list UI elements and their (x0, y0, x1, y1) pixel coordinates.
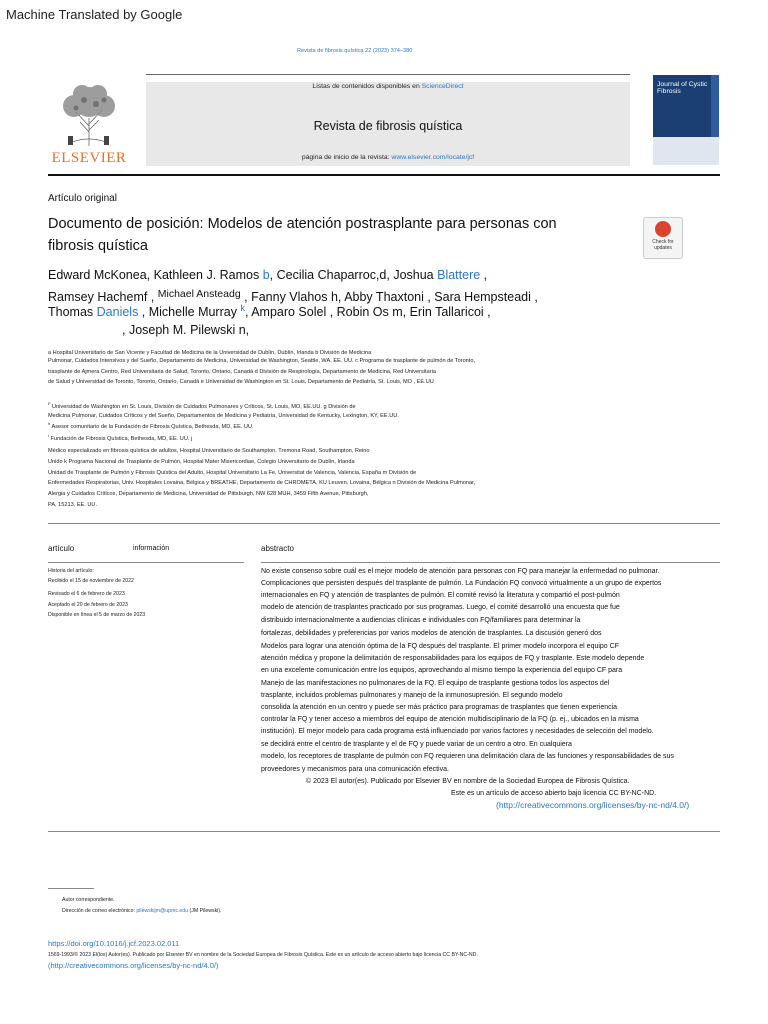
footer-license-link[interactable]: (http://creativecommons.org/licenses/by-nc-nd/4.0/) (48, 961, 219, 970)
abstract-line: distribuido internacionalmente a audiencias clínicas e individuales con FQ/familiares para determinar la (261, 617, 581, 624)
abstract-line: Manejo de las manifestaciones no pulmonares de la FQ. El equipo de trasplante gestiona todos los aspectos del (261, 680, 610, 687)
sciencedirect-link[interactable]: ScienceDirect (421, 83, 464, 90)
journal-cover-image (653, 75, 719, 165)
license-link[interactable]: (http://creativecommons.org/licenses/by-nc-nd/4.0/) (496, 800, 690, 810)
article-type: Artículo original (48, 193, 117, 204)
history-title: Historia del artículo: (48, 568, 94, 574)
machine-translated-banner: Machine Translated by Google (6, 7, 183, 22)
abstract-line: trasplante, incluidos problemas pulmonares y manejo de la inmunosupresión. El segundo modelo (261, 692, 563, 699)
affiliation-line: Pulmonar, Cuidados Intensivos y del Sueño, Departamento de Medicina, Universidad de Washington, Seattle, WA, EE. UU. c Programa de trasplante de pulmón de Toronto, (48, 358, 476, 364)
header-rule (146, 74, 630, 75)
abstract-line: modelo de atención de trasplantes practicado por sus programas. Luego, el comité desarrolló una encuesta que fue (261, 604, 620, 611)
affiliation-mark: F (48, 401, 51, 406)
affiliation-line: de Salud y Universidad de Toronto, Toronto, Ontario, Canadá e Universidad de Washington en St. Louis, Departamento de Pediatría, St. Louis, MO , EE.UU (48, 379, 434, 385)
affiliation-line: PA, 15213, EE. UU. (48, 502, 98, 508)
abstract-line: No existe consenso sobre cuál es el mejor modelo de atención para personas con FQ para manejar la enfermedad no pulmonar. (261, 568, 660, 575)
elsevier-tree-icon (54, 82, 124, 148)
article-info-heading-b: información (133, 545, 170, 552)
affiliation-text: Universidad de Washington en St. Louis, División de Cuidados Pulmonares y Críticos, St. Louis, MO, EE.UU. g División de (52, 403, 356, 410)
author-line-3-end: , (483, 305, 491, 319)
author-thomas: Thomas (48, 305, 97, 319)
author-hachem: Ramsey Hachemf (48, 290, 148, 304)
issn-line: 1569-1993/© 2023 El(los) Autor(es). Publicado por Elsevier BV en nombre de la Sociedad Europea de Fibrosis Quística. Este es un artículo de acceso abierto bajo licencia CC BY-NC-ND. (48, 952, 478, 958)
email-prefix: Dirección de correo electrónico: (62, 908, 137, 914)
author-line-4: , Joseph M. Pilewski n, (122, 323, 250, 337)
abstract-line: internacionales en FQ y atención de trasplantes de pulmón. El comité revisó la literatura y compartió el post-pulmón (261, 592, 620, 599)
affiliation-line: Médico especializado en fibrosis quística de adultos, Hospital Universitario de Southampton, Tremona Road, Southampton, Reino (48, 448, 370, 454)
cover-side-strip (711, 75, 719, 137)
abstract-line: en una excelente comunicación entre los equipos, aprovechando al mismo tiempo la experiencia del equipo CF para (261, 667, 623, 674)
affiliation-line: Unidad de Trasplante de Pulmón y Fibrosis Quística del Adulto, Hospital Universitario La Fe, Universitat de Valencia, Valencia, España m División de (48, 470, 417, 476)
article-title-line1: Documento de posición: Modelos de atención postrasplante para personas con (48, 216, 557, 232)
abstract-bottom-rule (48, 831, 720, 832)
author-line-1 (48, 268, 487, 282)
affiliation-line: Medicina Pulmonar, Cuidados Críticos y del Sueño, Departamentos de Medicina y Pediatría, Universidad de Kentucky, Lexington, KY, EE.UU. (48, 413, 399, 419)
cover-footer-band (653, 137, 719, 165)
author-line-3 (48, 305, 491, 319)
author-murray: , Michelle Murray (138, 305, 241, 319)
history-online: Disponible en línea el 5 de marzo de 2023 (48, 612, 146, 618)
author-daniels-link[interactable]: Daniels (96, 305, 139, 319)
abstract-line: Modelos para lograr una atención óptima de la FQ después del trasplante. El primer modelo incorpora el equipo CF (261, 643, 619, 650)
article-info-heading-a: artículo (48, 544, 75, 553)
author-line-2 (48, 290, 538, 304)
author-blatter-link[interactable]: Blattere (437, 268, 481, 282)
history-accepted: Aceptado el 20 de febrero de 2023 (48, 602, 128, 608)
affiliation-link-b[interactable]: b (262, 268, 270, 282)
abstract-line: atención médica y propone la delimitación de responsabilidades para los equipos de FQ y trasplante. Este modelo depende (261, 655, 645, 662)
abstract-line: modelo, los receptores de trasplante de pulmón con FQ requieren una delimitación clara de las funciones y responsabilidades de sus (261, 753, 674, 760)
affiliation-text: Fundación de Fibrosis Quística, Bethesda, MD, EE. UU. j (50, 435, 193, 442)
author-ramos: , Kathleen J. Ramos (146, 268, 263, 282)
license-line: Este es un artículo de acceso abierto bajo licencia CC BY-NC-ND. (451, 790, 657, 797)
copyright-line: © 2023 El autor(es). Publicado por Elsevier BV en nombre de la Sociedad Europea de Fibrosis Quística. (306, 778, 630, 785)
affiliation-line: a Hospital Universitario de San Vicente y Facultad de Medicina de la Universidad de Dublín, Dublín, Irlanda b División de Medicina (48, 350, 372, 356)
affiliation-line: Unido k Programa Nacional de Trasplante de Pulmón, Hospital Mater Misericordiae, Colegio Universitario de Dublín, Irlanda (48, 459, 355, 465)
affiliation-mark: h (48, 421, 51, 426)
abstract-heading: abstracto (261, 544, 294, 553)
journal-homepage-link[interactable]: www.elsevier.com/locate/jcf (391, 154, 475, 161)
abstract-line: fortalezas, debilidades y preferencias por varios modelos de atención de trasplantes. La discusión generó dos (261, 630, 602, 637)
contents-line (146, 83, 630, 90)
author-sole: , Amparo Solel (244, 305, 327, 319)
author-anstead: Michael Ansteadg (157, 288, 241, 300)
crossmark-label: Check for updates (652, 239, 674, 251)
journal-title: Revista de fibrosis quística (313, 119, 463, 133)
abstract-line: se decidirá entre el centro de trasplante y el de FQ y puede variar de un centro a otro. En cualquiera (261, 741, 572, 748)
email-link[interactable]: pilewskijm@upmc.edu (136, 908, 189, 914)
author-mckone: Edward McKonea (48, 268, 147, 282)
affiliation-line: Alergia y Cuidados Críticos, Departamento de Medicina, Universidad de Pittsburgh, NW 628 MUH, 3459 Fifth Avenue, Pittsburgh, (48, 491, 369, 497)
elsevier-logo (48, 80, 130, 168)
email-suffix: (JM Pilewski). (188, 908, 222, 914)
email-line (62, 908, 222, 914)
info-heading-rule (48, 562, 244, 563)
journal-banner (146, 82, 630, 166)
abstract-line: controlar la FQ y tener acceso a miembros del equipo de atención multidisciplinario de la FQ (p. ej., ubicados en la misma (261, 716, 639, 723)
abstract-line: institución). El mejor modelo para cada programa está influenciado por varios factores y necesidades de selección del modelo. (261, 728, 654, 735)
affiliation-mark: i (48, 433, 49, 438)
affiliation-line (48, 433, 192, 443)
check-for-updates-button[interactable] (643, 217, 683, 259)
author-chaparro: , Cecilia Chaparroc,d, Joshua (269, 268, 438, 282)
abstract-heading-rule (261, 562, 720, 563)
abstract-line: consolida la atención en un centro y puede ser más práctico para programas de trasplantes que tienen experiencia (261, 704, 618, 711)
affiliation-line: trasplante de Ajmera Centro, Red Universitaria de Salud, Toronto, Ontario, Canadá d División de Respirología, Departamento de Medicina, Red Universitaria (48, 369, 436, 375)
history-revised: Revisado el 6 de febrero de 2023 (48, 591, 125, 597)
affiliations-rule (48, 523, 720, 524)
homepage-prefix: página de inicio de la revista: (301, 154, 392, 161)
history-received: Recibido el 15 de noviembre de 2022 (48, 578, 134, 584)
cover-title: Journal of Cystic Fibrosis (657, 81, 708, 96)
affiliation-link-k[interactable]: k (240, 303, 245, 313)
elsevier-wordmark: ELSEVIER (51, 150, 127, 166)
author-line-1-end: , (480, 268, 488, 282)
crossmark-icon (655, 221, 671, 237)
author-separator: , (147, 290, 158, 304)
footnote-rule (48, 888, 94, 889)
affiliation-line (48, 401, 356, 411)
abstract-line: proveedores y mecanismos para una comunicación efectiva. (261, 766, 449, 773)
abstract-line: Complicaciones que persisten después del trasplante de pulmón. La Fundación FQ convocó virtualmente a un grupo de expertos (261, 580, 662, 587)
journal-citation-link[interactable]: Revista de fibrosis quística 22 (2023) 374–380 (297, 48, 413, 54)
affiliation-text: Asesor comunitario de la Fundación de Fibrosis Quística, Bethesda, MD, EE. UU. (51, 423, 254, 430)
header-bottom-rule (48, 174, 720, 176)
author-vlahos-thaxton: , Fanny Vlahos h, Abby Thaxtoni (240, 290, 424, 304)
doi-link[interactable]: https://doi.org/10.1016/j.jcf.2023.02.011 (48, 939, 180, 948)
author-os-tallarico: , Robin Os m, Erin Tallaricoi (326, 305, 484, 319)
article-title-line2: fibrosis quística (48, 238, 148, 254)
corresponding-author-note: Autor correspondiente. (62, 897, 115, 903)
author-hempstead: , Sara Hempsteadi , (423, 290, 538, 304)
affiliation-line (48, 421, 254, 431)
contents-prefix: Listas de contenidos disponibles en (312, 83, 422, 90)
homepage-line (146, 154, 630, 161)
affiliation-line: Enfermedades Respiratorias, Univ. Hospitales Lovaina, Bélgica y BREATHE, Departamento de CHROMETA, KU Leuven, Lovaina, Bélgica n División de Medicina Pulmonar, (48, 480, 476, 486)
